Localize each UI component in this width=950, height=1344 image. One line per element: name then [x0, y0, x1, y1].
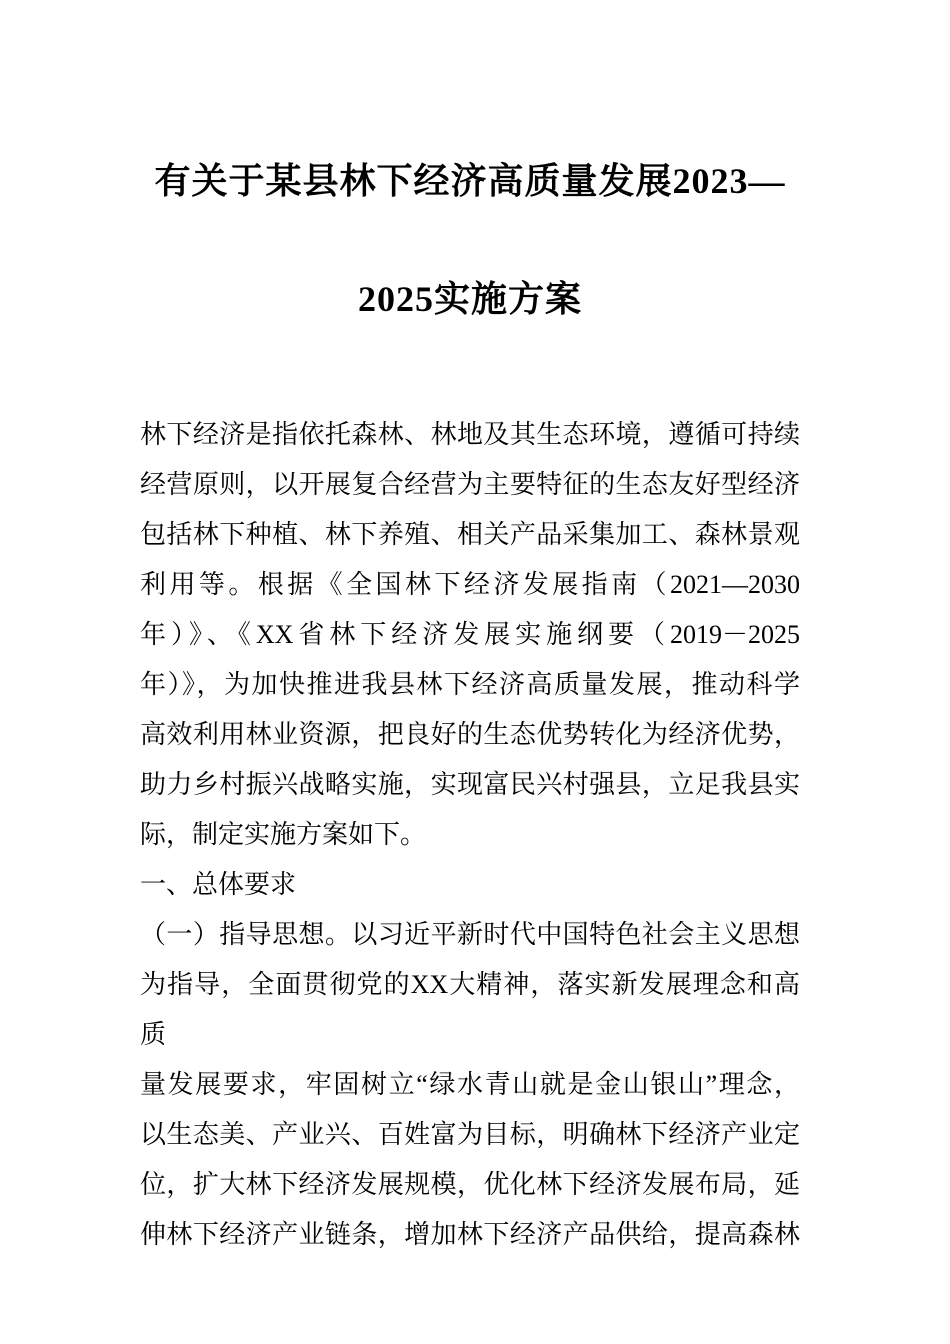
- heading-line: 一、总体要求: [140, 870, 297, 899]
- body-line: （一）指导思想。以习近平新时代中国特色社会主义思想: [140, 920, 800, 949]
- body-line: 利用等。根据《全国林下经济发展指南（2021—2030: [140, 570, 800, 599]
- paragraph-guiding-ideology: [140, 910, 800, 1260]
- document-title: [140, 122, 800, 358]
- body-line: 伸林下经济产业链条，增加林下经济产品供给，提高森林: [140, 1220, 800, 1249]
- body-line: 为指导，全面贯彻党的XX大精神，落实新发展理念和高质: [140, 970, 800, 1049]
- paragraph-intro: [140, 410, 800, 860]
- title-line-2: 2025实施方案: [357, 279, 582, 319]
- section-heading-1: [140, 860, 800, 910]
- body-line: 经营原则，以开展复合经营为主要特征的生态友好型经济: [140, 470, 800, 499]
- body-line: 高效利用林业资源，把良好的生态优势转化为经济优势，: [140, 720, 800, 749]
- body-line: 包括林下种植、林下养殖、相关产品采集加工、森林景观: [140, 520, 800, 549]
- title-line-1: 有关于某县林下经济高质量发展2023—: [154, 161, 786, 201]
- body-line: 林下经济是指依托森林、林地及其生态环境，遵循可持续: [140, 420, 800, 449]
- body-line: 助力乡村振兴战略实施，实现富民兴村强县，立足我县实: [140, 770, 800, 799]
- body-line: 以生态美、产业兴、百姓富为目标，明确林下经济产业定: [140, 1120, 800, 1149]
- document-body: [140, 410, 800, 1260]
- body-line: 年）》，为加快推进我县林下经济高质量发展，推动科学: [140, 670, 800, 699]
- body-line: 位，扩大林下经济发展规模，优化林下经济发展布局，延: [140, 1170, 800, 1199]
- body-line: 年）》、《XX省林下经济发展实施纲要（2019－2025: [140, 620, 800, 649]
- body-line: 际，制定实施方案如下。: [140, 820, 427, 849]
- body-line: 量发展要求，牢固树立“绿水青山就是金山银山”理念，: [140, 1070, 800, 1099]
